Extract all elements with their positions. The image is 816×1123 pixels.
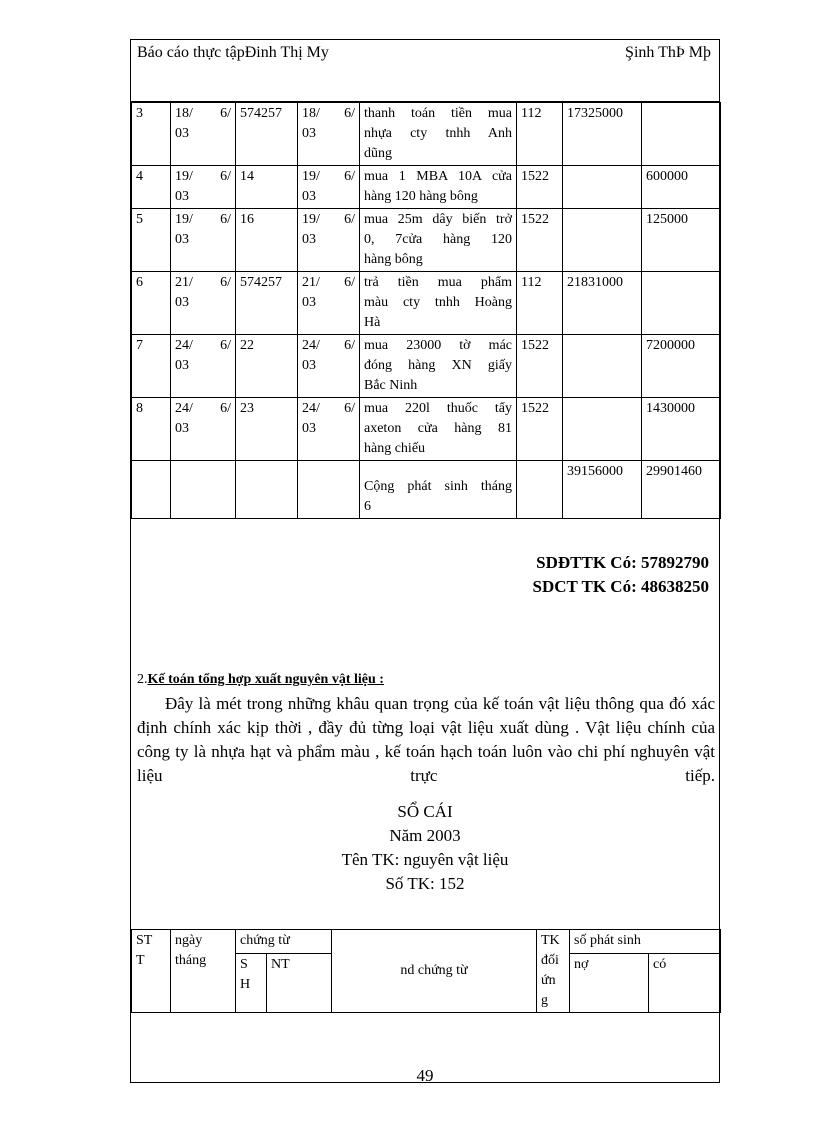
ledger-col-tk: TK đối ứn g: [537, 930, 570, 1013]
row-voucher-no: 23: [236, 398, 298, 461]
empty-cell: [236, 461, 298, 519]
page-frame: [130, 39, 720, 1083]
row-stt: 7: [132, 335, 171, 398]
section-heading: Kế toán tổng hợp xuất nguyên vật liệu :: [147, 672, 384, 687]
ledger-col-ngay: ngày tháng: [171, 930, 236, 1013]
row-debit: [563, 166, 642, 209]
row-description: mua 220l thuốc tẩy axeton cửa hàng 81 hàng chiếu: [360, 398, 517, 461]
row-account: 1522: [517, 209, 563, 272]
row-stt: 6: [132, 272, 171, 335]
row-debit: 21831000: [563, 272, 642, 335]
empty-cell: [171, 461, 236, 519]
section-paragraph: [137, 692, 715, 788]
ledger-col-nd: nd chứng từ: [332, 930, 537, 1013]
row-credit: 125000: [642, 209, 721, 272]
row-voucher-date: 19/ 6/ 03: [298, 166, 360, 209]
ledger-col-so-phat-sinh: số phát sinh: [570, 930, 721, 954]
row-stt: 3: [132, 103, 171, 166]
row-account: 1522: [517, 398, 563, 461]
table-row: [132, 272, 721, 335]
header-left: Báo cáo thực tậpĐinh Thị My: [137, 44, 329, 61]
section-title: [137, 672, 384, 688]
ledger-year: Năm 2003: [389, 826, 461, 845]
ledger-col-sh: S H: [236, 954, 267, 1013]
row-account: 112: [517, 272, 563, 335]
row-description: thanh toán tiền mua nhựa cty tnhh Anh dũng: [360, 103, 517, 166]
ledger-heading: [131, 800, 719, 896]
row-debit: [563, 398, 642, 461]
ledger-col-no: nợ: [570, 954, 649, 1013]
row-voucher-date: 24/ 6/ 03: [298, 335, 360, 398]
row-voucher-date: 21/ 6/ 03: [298, 272, 360, 335]
total-row: [132, 461, 721, 519]
empty-cell: [517, 461, 563, 519]
table-row: [132, 398, 721, 461]
row-voucher-no: 16: [236, 209, 298, 272]
balance-summary: [533, 551, 709, 599]
row-description: trả tiền mua phẩm màu cty tnhh Hoàng Hà: [360, 272, 517, 335]
total-credit: 29901460: [642, 461, 721, 519]
ledger-table: [131, 929, 721, 1013]
paragraph-text: Đây là mét trong những khâu quan trọng của kế toán vật liệu thông qua đó xác định chính xác kịp thời , đầy đủ từng loại vật liệu xuất dùng . Vật liệu chính của công ty là nhựa hạt và phẩm màu , kế toán hạch toán luôn vào chi phí nghuyên vật liệu trực tiếp.: [137, 694, 715, 785]
summary-line-1: SDĐTTK Có: 57892790: [536, 553, 709, 572]
row-voucher-no: 574257: [236, 103, 298, 166]
journal-table: [131, 102, 721, 519]
row-account: 112: [517, 103, 563, 166]
row-credit: 600000: [642, 166, 721, 209]
row-account: 1522: [517, 335, 563, 398]
row-voucher-date: 19/ 6/ 03: [298, 209, 360, 272]
ledger-title: SỔ CÁI: [397, 802, 453, 821]
row-stt: 8: [132, 398, 171, 461]
row-voucher-date: 24/ 6/ 03: [298, 398, 360, 461]
row-credit: [642, 103, 721, 166]
row-account: 1522: [517, 166, 563, 209]
table-row: [132, 335, 721, 398]
header-right: Şinh ThÞ Mþ: [625, 44, 711, 61]
ledger-col-chung-tu: chứng từ: [236, 930, 332, 954]
row-debit: [563, 209, 642, 272]
row-credit: [642, 272, 721, 335]
row-stt: 4: [132, 166, 171, 209]
empty-cell: [132, 461, 171, 519]
row-debit: [563, 335, 642, 398]
section-number: 2.: [137, 672, 148, 687]
table-row: [132, 103, 721, 166]
table-row: [132, 166, 721, 209]
page-header: [131, 40, 719, 102]
row-date: 18/ 6/ 03: [171, 103, 236, 166]
row-stt: 5: [132, 209, 171, 272]
ledger-account-name: Tên TK: nguyên vật liệu: [341, 850, 509, 869]
total-description: Cộng phát sinh tháng 6: [360, 461, 517, 519]
ledger-col-stt: ST T: [132, 930, 171, 1013]
row-voucher-no: 14: [236, 166, 298, 209]
row-date: 21/ 6/ 03: [171, 272, 236, 335]
empty-cell: [298, 461, 360, 519]
row-date: 24/ 6/ 03: [171, 335, 236, 398]
row-debit: 17325000: [563, 103, 642, 166]
row-voucher-no: 22: [236, 335, 298, 398]
ledger-col-nt: NT: [267, 954, 332, 1013]
page-number: 49: [416, 1066, 434, 1085]
row-credit: 1430000: [642, 398, 721, 461]
row-description: mua 25m dây biến trở 0, 7cửa hàng 120 hàng bông: [360, 209, 517, 272]
ledger-account-no: Số TK: 152: [385, 874, 465, 893]
table-row: [132, 209, 721, 272]
row-voucher-date: 18/ 6/ 03: [298, 103, 360, 166]
total-debit: 39156000: [563, 461, 642, 519]
summary-line-2: SDCT TK Có: 48638250: [532, 577, 709, 596]
row-credit: 7200000: [642, 335, 721, 398]
row-description: mua 1 MBA 10A cửa hàng 120 hàng bông: [360, 166, 517, 209]
row-date: 19/ 6/ 03: [171, 166, 236, 209]
row-date: 24/ 6/ 03: [171, 398, 236, 461]
row-description: mua 23000 tờ mác đóng hàng XN giấy Bắc Ninh: [360, 335, 517, 398]
ledger-col-co: có: [649, 954, 721, 1013]
row-voucher-no: 574257: [236, 272, 298, 335]
row-date: 19/ 6/ 03: [171, 209, 236, 272]
